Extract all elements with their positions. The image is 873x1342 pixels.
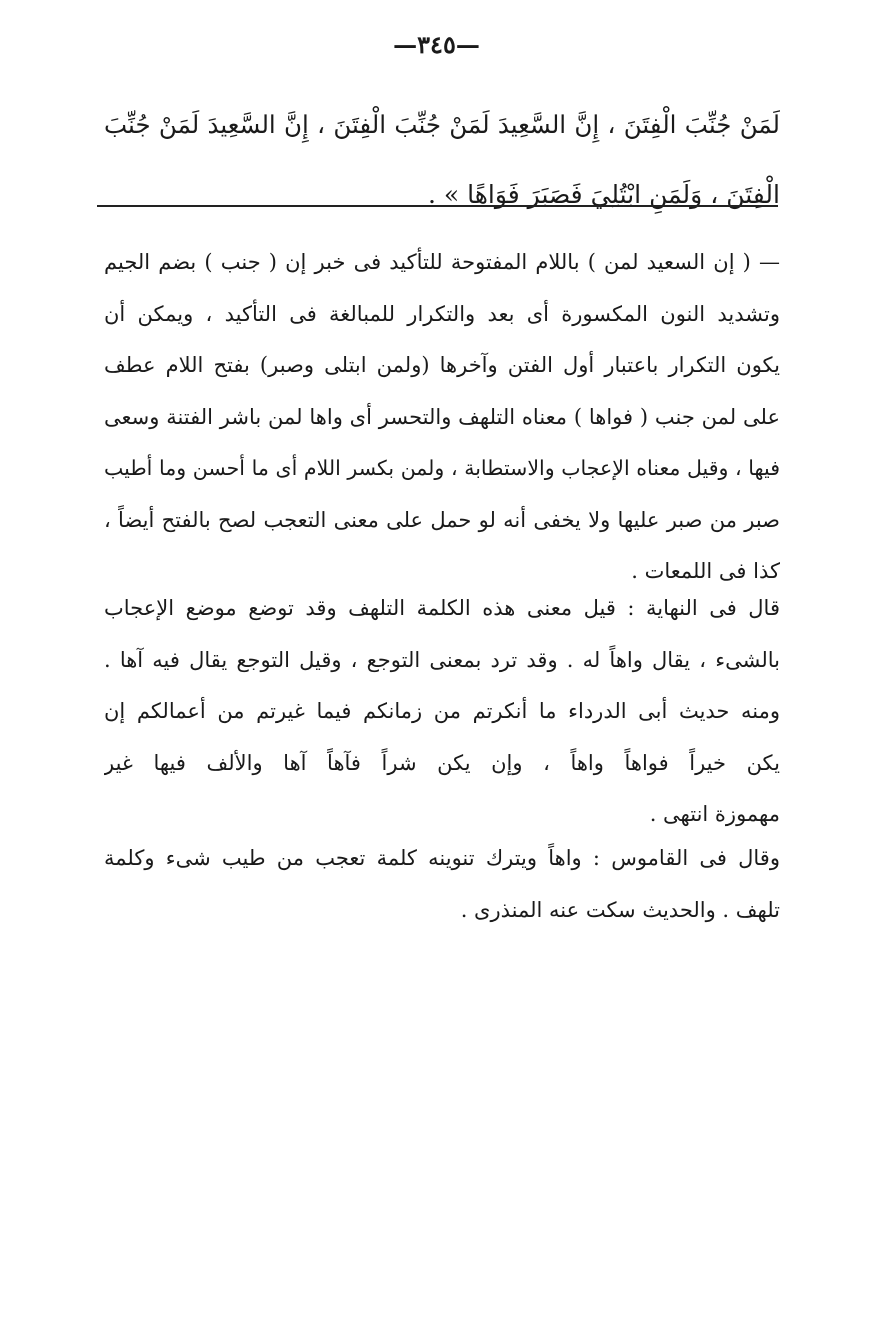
commentary-line: على لمن جنب ( فواها ) معناه التلهف والتحسر أى واها لمن باشر الفتنة وسعى	[104, 404, 780, 429]
commentary-line: وقال فى القاموس : واهاً ويترك تنوينه كلمة تعجب من طيب شىء وكلمة	[104, 846, 780, 870]
separator-rule	[97, 205, 778, 207]
hadith-line: لَمَنْ جُنِّبَ الْفِتَنَ ، إِنَّ السَّعِيدَ لَمَنْ جُنِّبَ الْفِتَنَ ، إِنَّ السَّعِيدَ لَمَنْ جُنِّبَ	[104, 110, 780, 139]
commentary-line: يكون التكرار باعتبار أول الفتن وآخرها (ولمن ابتلى وصبر) بفتح اللام عطف	[104, 353, 780, 377]
commentary-line: بالشىء ، يقال واهاً له . وقد ترد بمعنى التوجع ، وقيل التوجع يقال فيه آها .	[104, 647, 780, 672]
commentary-line: وتشديد النون المكسورة أى بعد والتكرار للمبالغة فى التأكيد ، ويمكن أن	[104, 301, 780, 326]
page-number: —٣٤٥—	[393, 30, 480, 59]
commentary-line: — ( إن السعيد لمن ) باللام المفتوحة للتأكيد فى خبر إن ( جنب ) بضم الجيم	[104, 250, 780, 274]
commentary-line: كذا فى اللمعات .	[631, 559, 780, 583]
commentary-line: يكن خيراً فواهاً واهاً ، وإن يكن شراً فآهاً آها والألف فيها غير	[104, 750, 780, 775]
commentary-line: صبر من صبر عليها ولا يخفى أنه لو حمل على معنى التعجب لصح بالفتح أيضاً ،	[104, 507, 780, 532]
commentary-line: تلهف . والحديث سكت عنه المنذرى .	[460, 897, 780, 922]
hadith-line: الْفِتَنَ ، وَلَمَنِ ابْتُلِيَ فَصَبَرَ فَوَاهًا » .	[427, 180, 780, 209]
commentary-paragraph-nihaya	[104, 583, 780, 841]
hadith-text	[104, 90, 780, 230]
commentary-line: ومنه حديث أبى الدرداء ما أنكرتم من زمانكم فيما غيرتم من أعمالكم إن	[104, 699, 780, 723]
commentary-line: فيها ، وقيل معناه الإعجاب والاستطابة ، ولمن بكسر اللام أى ما أحسن وما أطيب	[104, 456, 780, 480]
commentary-paragraph-sharh	[104, 237, 780, 598]
commentary-line: مهموزة انتهى .	[649, 802, 780, 826]
commentary-paragraph-qamus	[104, 833, 780, 936]
commentary-line: قال فى النهاية : قيل معنى هذه الكلمة التلهف وقد توضع موضع الإعجاب	[104, 596, 780, 620]
